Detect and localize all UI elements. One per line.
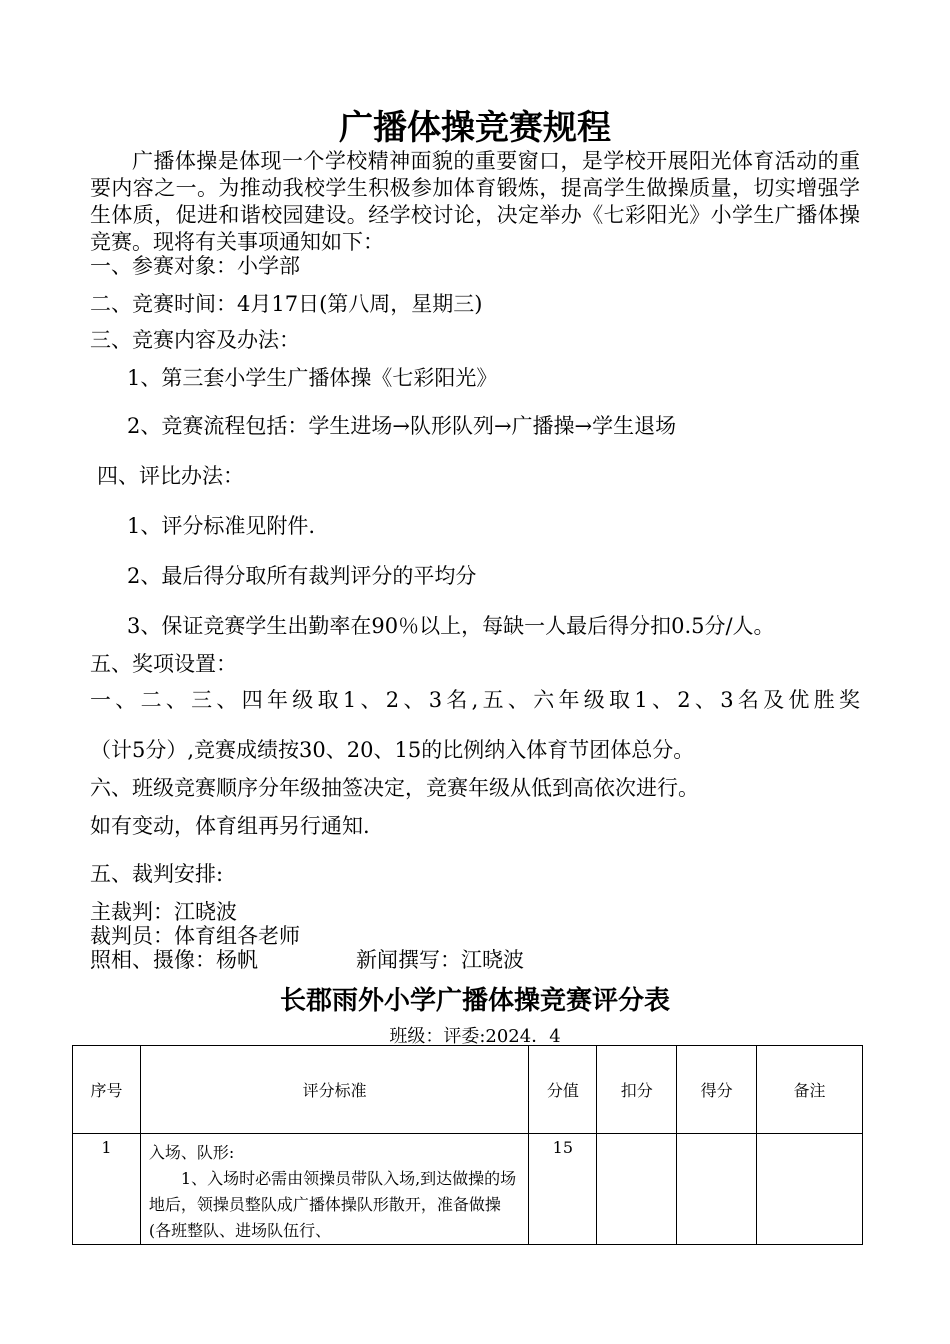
- header-remarks: 备注: [757, 1046, 863, 1134]
- row-criteria: [140, 1134, 528, 1245]
- evaluation-item-3: 3、保证竞赛学生出勤率在90％以上，每缺一人最后得分扣0.5分/人。: [127, 614, 775, 638]
- criteria-heading: 入场、队形:: [148, 1143, 235, 1162]
- table-header-row: [73, 1046, 863, 1134]
- section-evaluation: 四、评比办法：: [97, 464, 244, 488]
- evaluation-item-1: 1、评分标准见附件.: [127, 514, 316, 538]
- section-content: 三、竞赛内容及办法：: [90, 328, 300, 352]
- content-item-2: 2、竞赛流程包括：学生进场→队形队列→广播操→学生退场: [127, 414, 677, 438]
- table-title: 长郡雨外小学广播体操竞赛评分表: [279, 986, 670, 1016]
- order-note: 如有变动，体育组再另行通知.: [90, 814, 370, 838]
- section-order: 六、班级竞赛顺序分年级抽签决定，竞赛年级从低到高依次进行。: [90, 776, 699, 800]
- header-score: 得分: [677, 1046, 757, 1134]
- header-no: 序号: [73, 1046, 141, 1134]
- criteria-text: 1、入场时必需由领操员带队入场,到达做操的场地后，领操员整队成广播体操队形散开，准备做操(各班整队、进场队伍行、: [148, 1169, 517, 1240]
- page-title: 广播体操竞赛规程: [339, 108, 611, 148]
- news-writer: 新闻撰写：江晓波: [356, 948, 524, 972]
- row-no: 1: [73, 1134, 141, 1245]
- judges-list: 裁判员：体育组各老师: [90, 924, 300, 948]
- header-points: 分值: [529, 1046, 597, 1134]
- awards-line-1: 一、二、三、四年级取1、2、3名,五、六年级取1、2、3名及优胜奖: [90, 688, 860, 712]
- table-row: [73, 1134, 863, 1245]
- section-participants: 一、参赛对象：小学部: [90, 254, 300, 278]
- evaluation-item-2: 2、最后得分取所有裁判评分的平均分: [127, 564, 477, 588]
- awards-line-2: （计5分）,竞赛成绩按30、20、15的比例纳入体育节团体总分。: [90, 738, 695, 762]
- row-remarks[interactable]: [757, 1134, 863, 1245]
- row-score[interactable]: [677, 1134, 757, 1245]
- intro-paragraph: [90, 148, 860, 256]
- header-criteria: 评分标准: [140, 1046, 528, 1134]
- section-judges: 五、裁判安排:: [90, 862, 224, 886]
- row-points: 15: [529, 1134, 597, 1245]
- chief-judge: 主裁判：江晓波: [90, 900, 237, 924]
- row-deduction[interactable]: [597, 1134, 677, 1245]
- header-deduction: 扣分: [597, 1046, 677, 1134]
- photographer: 照相、摄像：杨帆: [90, 948, 258, 972]
- section-time: 二、竞赛时间：4月17日(第八周，星期三): [90, 292, 483, 316]
- section-awards: 五、奖项设置：: [90, 652, 237, 676]
- intro-text: 广播体操是体现一个学校精神面貌的重要窗口，是学校开展阳光体育活动的重要内容之一。为推动我校学生积极参加体育锻炼，提高学生做操质量，切实增强学生体质，促进和谐校园建设。经学校讨论，决定举办《七彩阳光》小学生广播体操竞赛。现将有关事项通知如下：: [90, 149, 860, 254]
- score-table: [72, 1045, 863, 1245]
- table-subtitle: 班级：评委:2024．4: [389, 1026, 561, 1047]
- content-item-1: 1、第三套小学生广播体操《七彩阳光》: [127, 366, 498, 390]
